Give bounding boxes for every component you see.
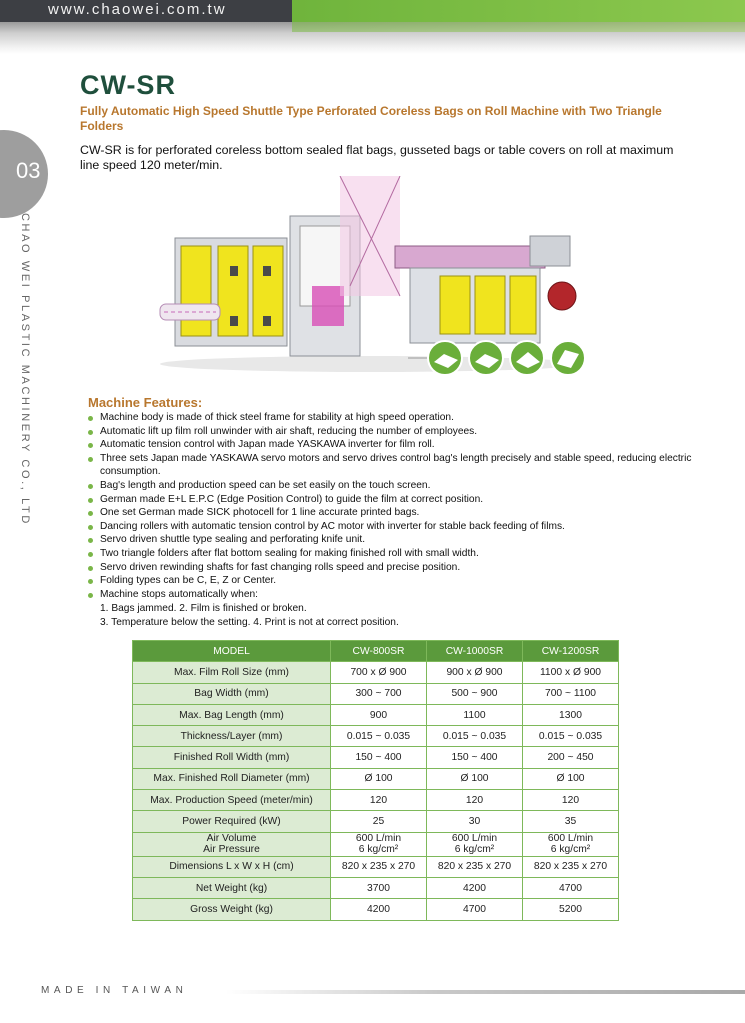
row-label: Max. Film Roll Size (mm)	[133, 662, 331, 683]
list-item: Dancing rollers with automatic tension control by AC motor with inverter for stable back feeding of films.	[88, 520, 708, 534]
bullet-icon	[88, 457, 93, 462]
row-label: Max. Finished Roll Diameter (mm)	[133, 768, 331, 789]
cell: 820 x 235 x 270	[523, 856, 619, 877]
list-item: Machine stops automatically when:	[88, 588, 708, 602]
website-url[interactable]: www.chaowei.com.tw	[48, 1, 227, 18]
row-label	[133, 832, 331, 856]
cell: 150 ~ 400	[331, 747, 427, 768]
cell: 4200	[427, 877, 523, 898]
cell: Ø 100	[427, 768, 523, 789]
row-label: Gross Weight (kg)	[133, 899, 331, 920]
bullet-icon	[88, 566, 93, 571]
table-header: CW-800SR	[331, 641, 427, 662]
bullet-icon	[88, 484, 93, 489]
row-label: Bag Width (mm)	[133, 683, 331, 704]
cell: 4700	[523, 877, 619, 898]
cell: 1300	[523, 704, 619, 725]
bullet-icon	[88, 552, 93, 557]
cell: 820 x 235 x 270	[427, 856, 523, 877]
table-row	[133, 747, 619, 768]
cell: 4700	[427, 899, 523, 920]
list-item: Automatic lift up film roll unwinder with air shaft, reducing the number of employees.	[88, 425, 708, 439]
table-row	[133, 768, 619, 789]
row-label: Max. Production Speed (meter/min)	[133, 790, 331, 811]
cell: 200 ~ 450	[523, 747, 619, 768]
sealing-frame	[290, 176, 400, 356]
header-accent-bar	[292, 0, 745, 22]
footer-divider	[226, 990, 745, 994]
cell: 600 L/min 6 kg/cm²	[523, 832, 619, 856]
table-row	[133, 856, 619, 877]
table-row	[133, 683, 619, 704]
cell: 5200	[523, 899, 619, 920]
table-row	[133, 726, 619, 747]
cell: 820 x 235 x 270	[331, 856, 427, 877]
cell: 1100	[427, 704, 523, 725]
table-row	[133, 704, 619, 725]
cell: Ø 100	[523, 768, 619, 789]
row-label: Finished Roll Width (mm)	[133, 747, 331, 768]
list-item: Bag's length and production speed can be set easily on the touch screen.	[88, 479, 708, 493]
cell: 0.015 ~ 0.035	[523, 726, 619, 747]
product-title: CW-SR	[80, 70, 176, 100]
list-item: Servo driven rewinding shafts for fast changing rolls speed and precise position.	[88, 561, 708, 575]
cell: 0.015 ~ 0.035	[427, 726, 523, 747]
cell: 35	[523, 811, 619, 832]
spec-table	[132, 640, 619, 921]
cell: 25	[331, 811, 427, 832]
cell: 300 ~ 700	[331, 683, 427, 704]
bullet-icon	[88, 593, 93, 598]
bullet-icon	[88, 498, 93, 503]
list-item: German made E+L E.P.C (Edge Position Control) to guide the film at correct position.	[88, 493, 708, 507]
page-number: 03	[16, 158, 41, 183]
table-row	[133, 832, 619, 856]
cell: 120	[523, 790, 619, 811]
table-header: CW-1200SR	[523, 641, 619, 662]
bullet-icon	[88, 511, 93, 516]
list-item: Folding types can be C, E, Z or Center.	[88, 574, 708, 588]
list-item: Machine body is made of thick steel frame for stability at high speed operation.	[88, 411, 708, 425]
cell: 120	[331, 790, 427, 811]
table-row	[133, 899, 619, 920]
footer-made-in: MADE IN TAIWAN	[41, 985, 188, 996]
list-item: One set German made SICK photocell for 1 line accurate printed bags.	[88, 506, 708, 520]
cell: Ø 100	[331, 768, 427, 789]
bullet-icon	[88, 525, 93, 530]
bullet-icon	[88, 416, 93, 421]
machine-illustration	[150, 176, 590, 376]
air-pressure-label: Air Pressure	[203, 844, 260, 856]
cell: 600 L/min 6 kg/cm²	[427, 832, 523, 856]
row-label: Net Weight (kg)	[133, 877, 331, 898]
bag-type-icons	[408, 341, 585, 375]
row-label: Max. Bag Length (mm)	[133, 704, 331, 725]
row-label: Thickness/Layer (mm)	[133, 726, 331, 747]
list-item: Automatic tension control with Japan made YASKAWA inverter for film roll.	[88, 438, 708, 452]
cell: 120	[427, 790, 523, 811]
row-label: Power Required (kW)	[133, 811, 331, 832]
unwinder-unit	[160, 238, 287, 346]
product-subtitle: Fully Automatic High Speed Shuttle Type Perforated Coreless Bags on Roll Machine with Two Triangle Folders	[80, 104, 662, 133]
list-item: Two triangle folders after flat bottom sealing for making finished roll with small width.	[88, 547, 708, 561]
cell: 600 L/min 6 kg/cm²	[331, 832, 427, 856]
stop-line-2: 3. Temperature below the setting. 4. Print is not at correct position.	[100, 616, 399, 628]
table-header: CW-1000SR	[427, 641, 523, 662]
cell: 900 x Ø 900	[427, 662, 523, 683]
bullet-icon	[88, 538, 93, 543]
features-heading: Machine Features:	[88, 395, 203, 410]
bullet-icon	[88, 443, 93, 448]
cell: 150 ~ 400	[427, 747, 523, 768]
cell: 900	[331, 704, 427, 725]
table-row	[133, 877, 619, 898]
cell: 700 ~ 1100	[523, 683, 619, 704]
list-item: Three sets Japan made YASKAWA servo motors and servo drives control bag's length precisely and stable speed, reducing electric consumption.	[88, 452, 708, 479]
row-label: Dimensions L x W x H (cm)	[133, 856, 331, 877]
bullet-icon	[88, 579, 93, 584]
air-volume-label: Air Volume	[206, 832, 257, 844]
bullet-icon	[88, 430, 93, 435]
cell: 700 x Ø 900	[331, 662, 427, 683]
cell: 1100 x Ø 900	[523, 662, 619, 683]
header-sweep-green	[292, 22, 745, 32]
cell: 3700	[331, 877, 427, 898]
table-header: MODEL	[133, 641, 331, 662]
table-row	[133, 662, 619, 683]
cell: 500 ~ 900	[427, 683, 523, 704]
product-intro: CW-SR is for perforated coreless bottom sealed flat bags, gusseted bags or table covers on roll at maximum line speed 120 meter/min.	[80, 143, 674, 172]
cell: 30	[427, 811, 523, 832]
table-header-row	[133, 641, 619, 662]
stop-conditions	[100, 602, 399, 629]
list-item: Servo driven shuttle type sealing and perforating knife unit.	[88, 533, 708, 547]
table-row	[133, 790, 619, 811]
stop-line-1: 1. Bags jammed. 2. Film is finished or broken.	[100, 603, 307, 614]
cell: 4200	[331, 899, 427, 920]
rewinding-unit	[395, 236, 576, 343]
features-list	[88, 411, 708, 601]
table-row	[133, 811, 619, 832]
company-name-vertical: CHAO WEI PLASTIC MACHINERY CO., LTD	[19, 213, 31, 526]
cell: 0.015 ~ 0.035	[331, 726, 427, 747]
